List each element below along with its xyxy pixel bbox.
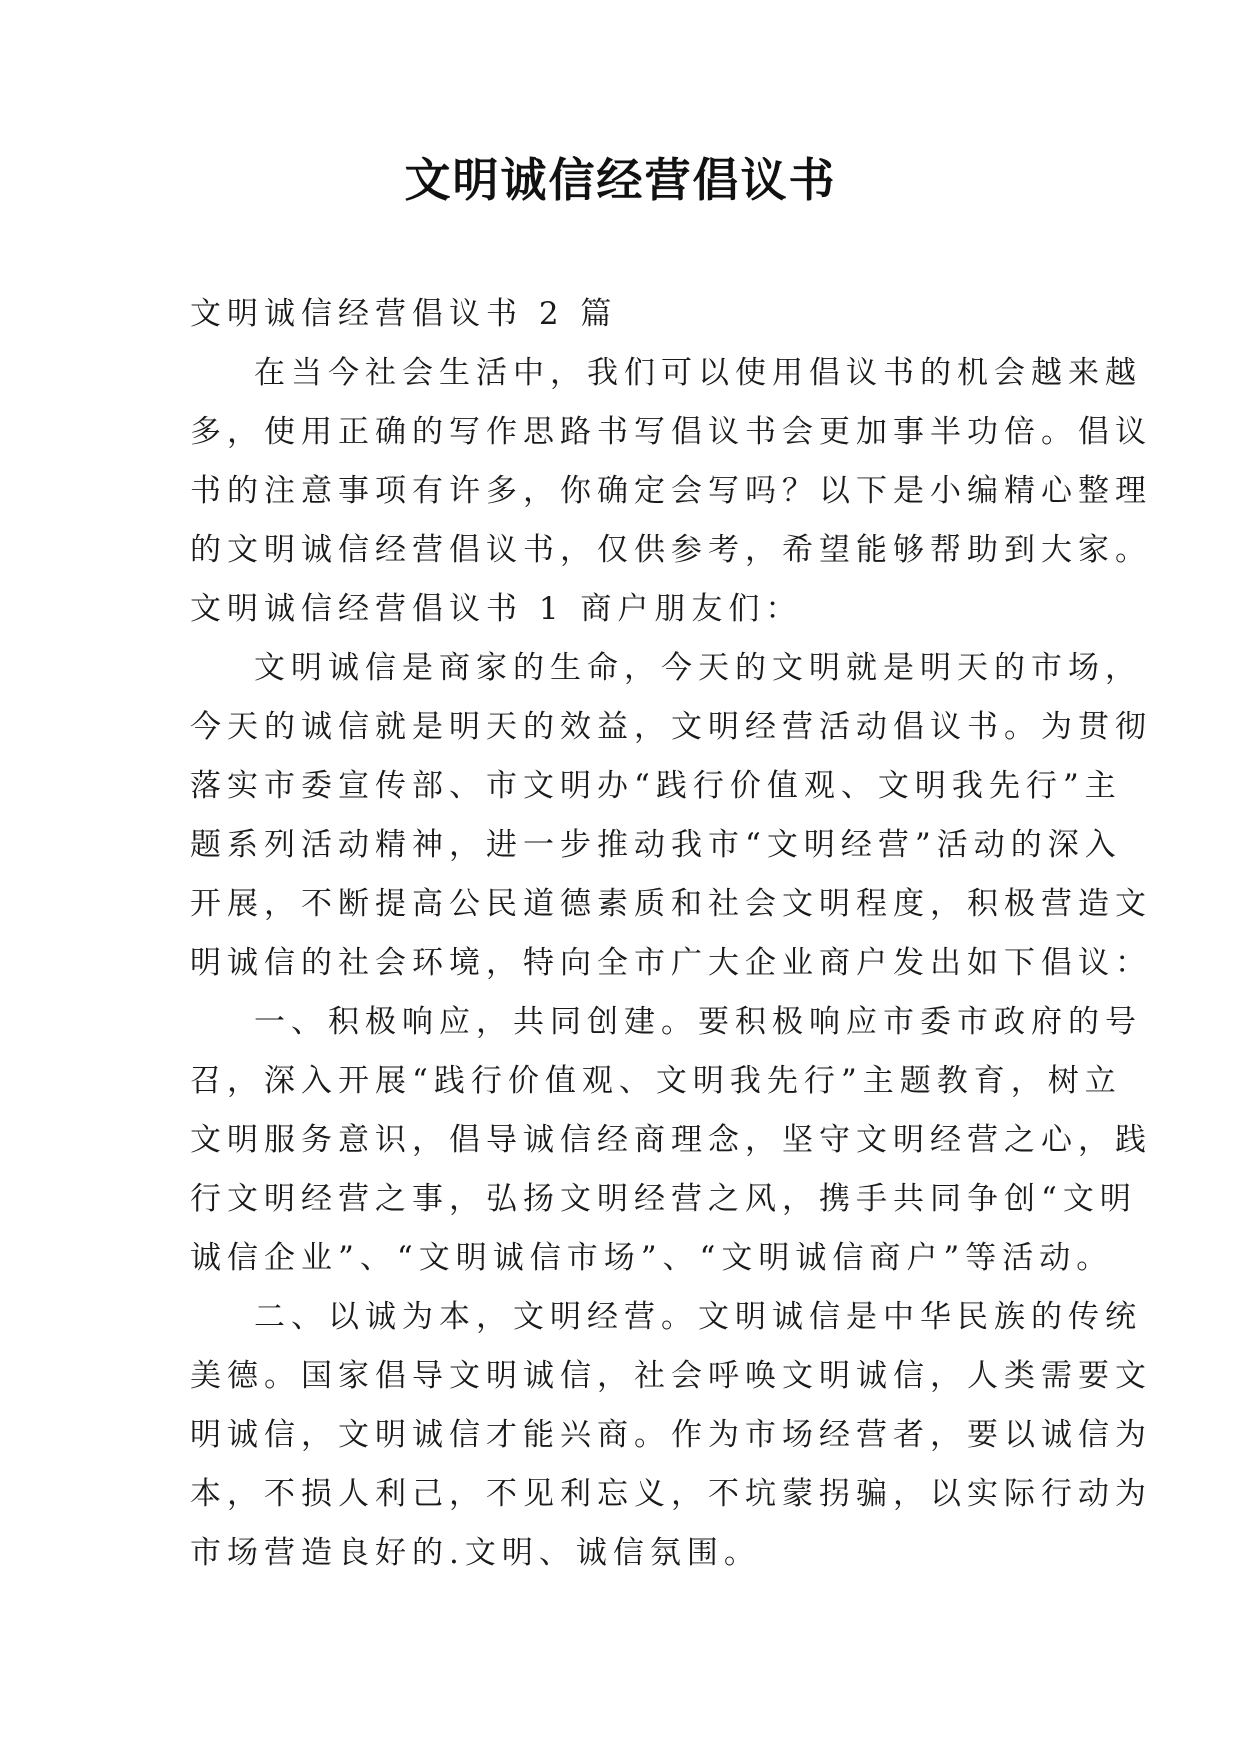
text-line: 题系列活动精神，进一步推动我市“文明经营”活动的深入 xyxy=(190,827,1122,863)
text-line: 诚信企业”、“文明诚信市场”、“文明诚信商户”等活动。 xyxy=(190,1240,1114,1276)
text-line: 今天的诚信就是明天的效益，文明经营活动倡议书。为贯彻 xyxy=(190,709,1152,745)
text-line: 明诚信，文明诚信才能兴商。作为市场经营者，要以诚信为 xyxy=(190,1417,1152,1453)
text-line: 多，使用正确的写作思路书写倡议书会更加事半功倍。倡议 xyxy=(190,414,1152,450)
text-line: 书的注意事项有许多，你确定会写吗？以下是小编精心整理 xyxy=(190,473,1152,509)
text-line: 美德。国家倡导文明诚信，社会呼唤文明诚信，人类需要文 xyxy=(190,1358,1152,1394)
document-title: 文明诚信经营倡议书 xyxy=(404,153,837,207)
text-line: 在当今社会生活中，我们可以使用倡议书的机会越来越 xyxy=(254,355,1142,391)
text-line: 文明诚信是商家的生命，今天的文明就是明天的市场， xyxy=(254,650,1142,686)
text-line: 召，深入开展“践行价值观、文明我先行”主题教育，树立 xyxy=(190,1063,1122,1099)
text-line: 市场营造良好的.文明、诚信氛围。 xyxy=(190,1535,761,1571)
text-line: 文明诚信经营倡议书 1 商户朋友们： xyxy=(190,591,803,627)
text-line: 一、积极响应，共同创建。要积极响应市委市政府的号 xyxy=(254,1004,1142,1040)
document-body xyxy=(190,285,1152,1583)
text-line: 的文明诚信经营倡议书，仅供参考，希望能够帮助到大家。 xyxy=(190,532,1152,568)
text-line: 明诚信的社会环境，特向全市广大企业商户发出如下倡议： xyxy=(190,945,1152,981)
text-line: 落实市委宣传部、市文明办“践行价值观、文明我先行”主 xyxy=(190,768,1122,804)
text-line: 二、以诚为本，文明经营。文明诚信是中华民族的传统 xyxy=(254,1299,1142,1335)
text-line: 本，不损人利己，不见利忘义，不坑蒙拐骗，以实际行动为 xyxy=(190,1476,1152,1512)
text-line: 开展，不断提高公民道德素质和社会文明程度，积极营造文 xyxy=(190,886,1152,922)
text-line: 文明诚信经营倡议书 2 篇 xyxy=(190,296,618,332)
text-line: 文明服务意识，倡导诚信经商理念，坚守文明经营之心，践 xyxy=(190,1122,1152,1158)
text-line: 行文明经营之事，弘扬文明经营之风，携手共同争创“文明 xyxy=(190,1181,1137,1217)
